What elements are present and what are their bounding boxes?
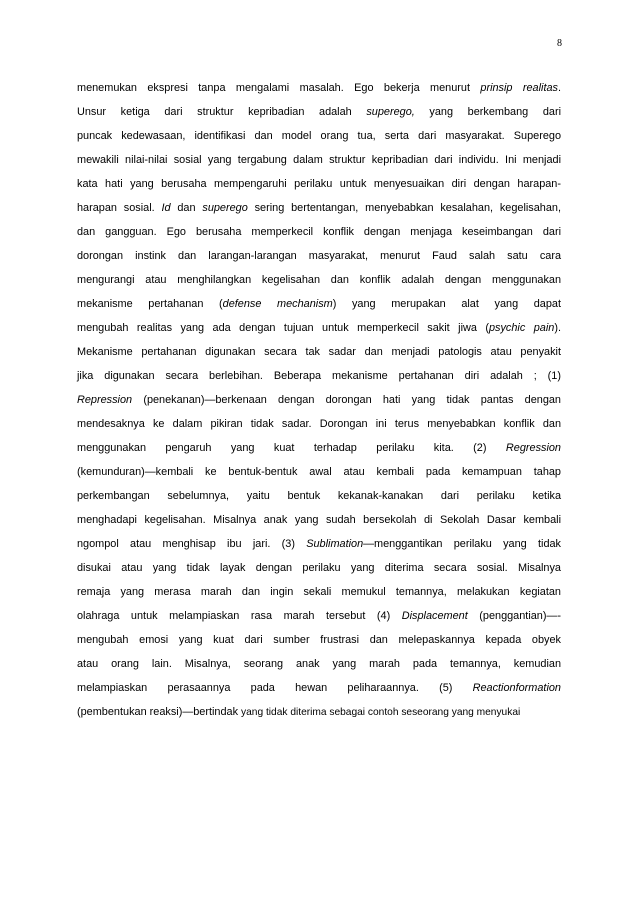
text-segment: menemukan ekspresi tanpa mengalami masalah. Ego bekerja menurut [77,82,481,94]
text-line [77,201,561,225]
text-line [77,177,561,201]
text-line [77,585,561,609]
italic-term: Reactionformation [472,682,561,694]
text-segment: mekanisme pertahanan ( [77,298,223,310]
text-segment: (penggantian)—- [467,610,562,622]
text-line [77,465,561,489]
text-segment: (pembentukan reaksi)—bertindak [77,706,242,718]
text-line [77,129,561,153]
italic-term: psychic pain [488,322,555,334]
text-segment: yang tidak diterima sebagai contoh seseorang yang menyukai [241,707,521,718]
text-line [77,225,561,249]
text-line [77,489,561,513]
text-segment: olahraga untuk melampiaskan rasa marah tersebut (4) [77,610,402,622]
text-segment: jika digunakan secara berlebihan. Beberapa mekanisme pertahanan diri adalah ; (1) [77,370,561,382]
text-segment: menghadapi kegelisahan. Misalnya anak yang sudah bersekolah di Sekolah Dasar kembali [77,514,561,526]
text-segment: yang berkembang dari [414,106,561,118]
text-line [77,273,561,297]
text-line [77,657,561,681]
text-segment: menggunakan pengaruh yang kuat terhadap perilaku kita. (2) [77,442,506,454]
text-segment: . [557,82,562,94]
text-segment: (penekanan)—berkenaan dengan dorongan hati yang tidak pantas dengan [132,394,561,406]
text-segment: Unsur ketiga dari struktur kepribadian adalah [77,106,367,118]
text-segment: ). [554,322,561,334]
text-line [77,633,561,657]
text-segment: dan gangguan. Ego berusaha memperkecil konflik dengan menjaga keseimbangan dari [77,226,561,238]
body-paragraph [77,81,561,729]
text-segment: ngompol atau menghisap ibu jari. (3) [77,538,307,550]
text-line [77,249,561,273]
text-segment: atau orang lain. Misalnya, seorang anak yang marah pada temannya, kemudian [77,658,561,670]
text-segment: ) yang merupakan alat yang dapat [332,298,561,310]
text-segment: kata hati yang berusaha mempengaruhi perilaku untuk menyesuaikan diri dengan harapan- [77,178,561,190]
text-segment: —menggantikan perilaku yang tidak [363,538,561,550]
italic-term: Regression [505,442,561,454]
text-line [77,297,561,321]
text-line [77,153,561,177]
text-line [77,81,561,105]
page-number: 8 [557,38,562,49]
text-segment: mengubah realitas yang ada dengan tujuan untuk memperkecil sakit jiwa ( [77,322,489,334]
text-segment: mewakili nilai-nilai sosial yang tergabung dalam struktur kepribadian dari individu. Ini menjadi [77,154,561,166]
text-line [77,537,561,561]
text-segment: remaja yang merasa marah dan ingin sekali memukul temannya, melakukan kegiatan [77,586,561,598]
text-segment: harapan sosial. [77,202,162,214]
text-line [77,345,561,369]
text-line [77,513,561,537]
italic-term: superego, [366,106,415,118]
text-segment: (kemunduran)—kembali ke bentuk-bentuk awal atau kembali pada kemampuan tahap [77,466,561,478]
text-segment: perkembangan sebelumnya, yaitu bentuk kekanak-kanakan dari perilaku ketika [77,490,561,502]
italic-term: prinsip realitas [480,82,558,94]
text-line [77,369,561,393]
italic-term: Displacement [401,610,468,622]
italic-term: Id [161,202,171,214]
italic-term: Repression [77,394,133,406]
text-segment: mengubah emosi yang kuat dari sumber frustrasi dan melepaskannya kepada obyek [77,634,561,646]
text-line [77,609,561,633]
text-segment: sering bertentangan, menyebabkan kesalahan, kegelisahan, [247,202,561,214]
text-segment: mengurangi atau menghilangkan kegelisahan dan konflik adalah dengan menggunakan [77,274,561,286]
italic-term: Sublimation [306,538,364,550]
italic-term: superego [202,202,248,214]
text-segment: puncak kedewasaan, identifikasi dan model orang tua, serta dari masyarakat. Superego [77,130,561,142]
text-segment: melampiaskan perasaannya pada hewan peliharaannya. (5) [77,682,473,694]
text-line [77,681,561,705]
text-line [77,393,561,417]
text-line [77,561,561,585]
text-line [77,705,561,729]
text-segment: dan [170,202,203,214]
text-segment: mendesaknya ke dalam pikiran tidak sadar. Dorongan ini terus menyebabkan konflik dan [77,418,561,430]
italic-term: defense mechanism [222,298,333,310]
text-segment: Mekanisme pertahanan digunakan secara tak sadar dan menjadi patologis atau penyakit [77,346,561,358]
text-line [77,321,561,345]
text-segment: dorongan instink dan larangan-larangan masyarakat, menurut Faud salah satu cara [77,250,561,262]
text-line [77,417,561,441]
text-line [77,441,561,465]
text-segment: disukai atau yang tidak layak dengan perilaku yang diterima secara sosial. Misalnya [77,562,561,574]
text-line [77,105,561,129]
